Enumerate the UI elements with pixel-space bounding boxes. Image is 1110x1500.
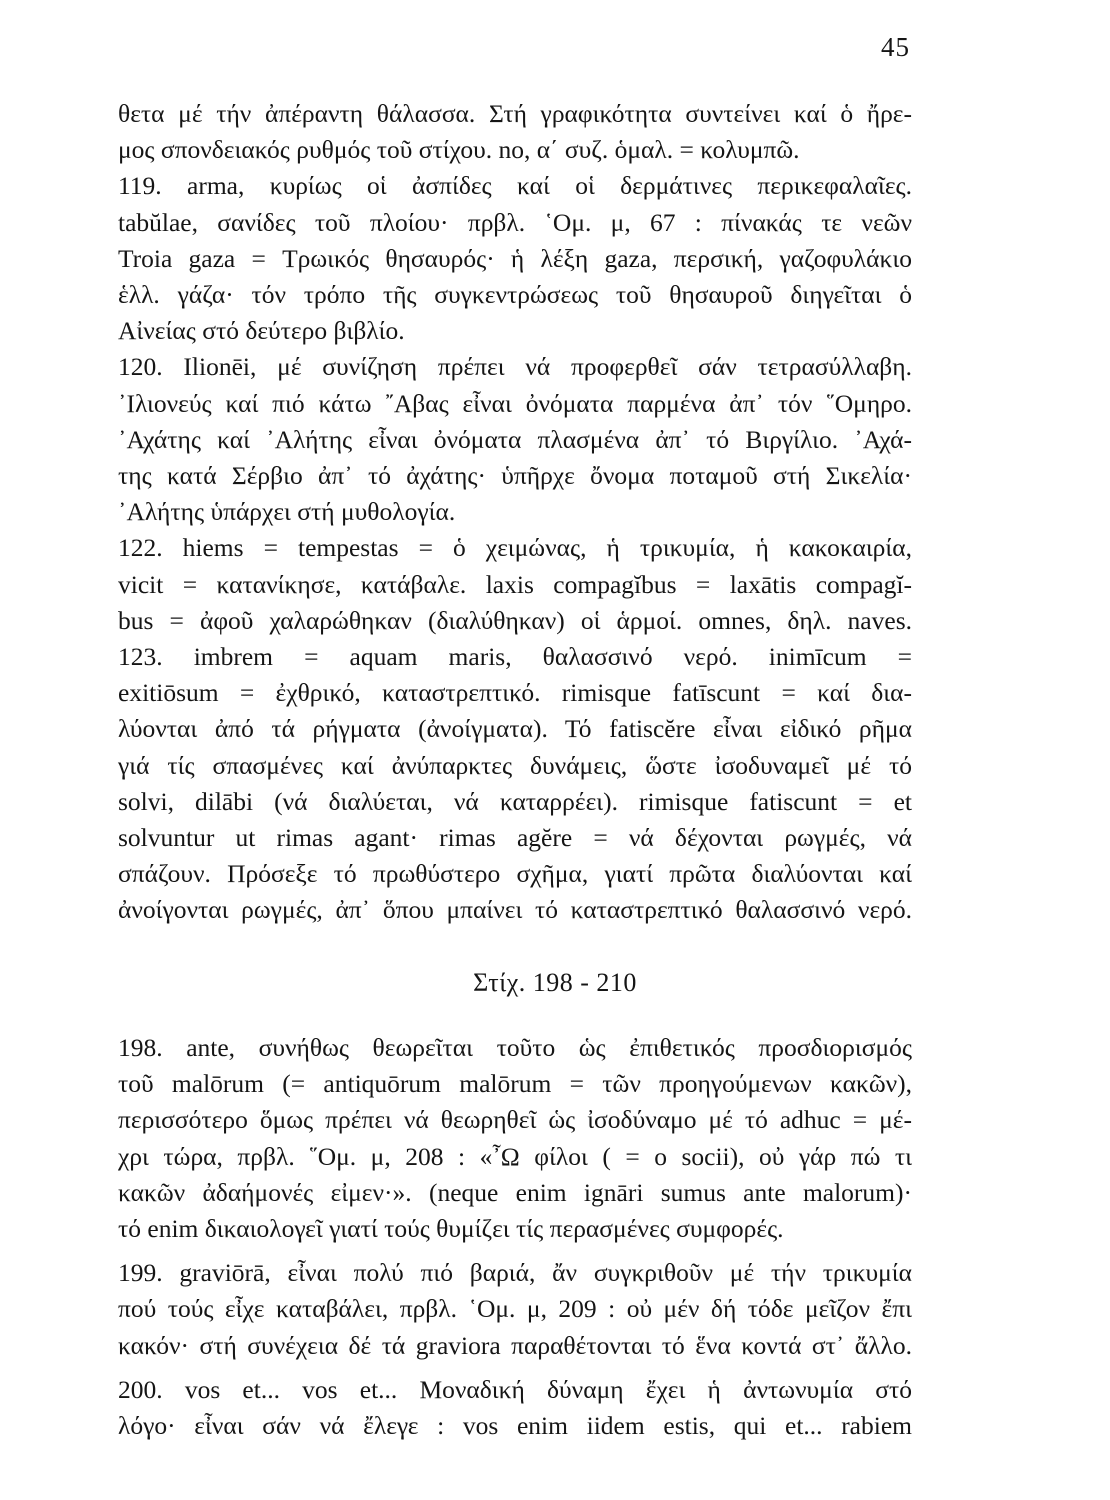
page-number: 45 [881,32,910,62]
text-line: 119. arma, κυρίως οἱ ἀσπίδες καί οἱ δερμάτινες περικεφαλαῖες. [118,171,912,201]
commentary-block-lines-198-210 [118,1030,912,1444]
text-line: κακῶν ἀδαήμονές εἰμεν·». (neque enim ignāri sumus ante malorum)· [118,1177,912,1207]
text-line: λόγο· εἶναι σάν νά ἔλεγε : vos enim iidem estis, qui et... rabiem [118,1411,912,1441]
text-line: bus = ἀφοῦ χαλαρώθηκαν (διαλύθηκαν) οἱ ἁρμοί. omnes, δηλ. naves. [118,605,912,635]
text-line: Αἰνείας στό δεύτερο βιβλίο. [118,316,405,346]
text-line: 200. vos et... vos et... Μοναδική δύναμη ἔχει ἡ ἀντωνυμία στό [118,1374,912,1404]
text-line: ᾿Ιλιονεύς καί πιό κάτω ῎Αβας εἶναι ὀνόματα παρμένα ἀπ᾿ τόν ῞Ομηρο. [118,388,912,418]
text-line: 198. ante, συνήθως θεωρεῖται τοῦτο ὡς ἐπιθετικός προσδιορισμός [118,1033,912,1062]
text-line: 123. imbrem = aquam maris, θαλασσινό νερό. inimīcum = [118,642,912,672]
text-line: πού τούς εἶχε καταβάλει, πρβλ. ῾Ομ. μ, 209 : οὐ μέν δή τόδε μεῖζον ἔπι [118,1294,912,1324]
text-line: Troia gaza = Τρωικός θησαυρός· ἡ λέξη gaza, περσική, γαζοφυλάκιο [118,243,912,273]
text-line: τοῦ malōrum (= antiquōrum malōrum = τῶν προηγούμενων κακῶν), [118,1069,912,1099]
text-line: tabŭlae, σανίδες τοῦ πλοίου· πρβλ. ῾Ομ. μ, 67 : πίνακάς τε νεῶν [118,207,912,237]
text-line: 120. Ilionēi, μέ συνίζηση πρέπει νά προφερθεῖ σάν τετρασύλλαβη. [118,352,912,382]
text-line: exitiōsum = ἐχθρικό, καταστρεπτικό. rimisque fatīscunt = καί δια- [118,678,912,708]
text-line: σπάζουν. Πρόσεξε τό πρωθύστερο σχῆμα, γιατί πρῶτα διαλύονται καί [118,859,912,889]
text-line: λύονται ἀπό τά ρήγματα (ἀνοίγματα). Τό fatiscĕre εἶναι εἰδικό ρῆμα [118,714,912,744]
text-line: τό enim δικαιολογεῖ γιατί τούς θυμίζει τίς περασμένες συμφορές. [118,1214,784,1244]
text-line: γιά τίς σπασμένες καί ἀνύπαρκτες δυνάμεις, ὥστε ἰσοδυναμεῖ μέ τό [118,750,912,780]
text-line: κακόν· στή συνέχεια δέ τά graviora παραθέτονται τό ἕνα κοντά στ᾿ ἄλλο. [118,1330,912,1360]
text-line: θετα μέ τήν ἀπέραντη θάλασσα. Στή γραφικότητα συντείνει καί ὁ ἤρε- [118,99,912,128]
text-line: 122. hiems = tempestas = ὁ χειμώνας, ἡ τρικυμία, ἡ κακοκαιρία, [118,533,912,563]
text-line: vicit = κατανίκησε, κατάβαλε. laxis compagĭbus = laxātis compagĭ- [118,569,912,599]
text-line: ᾿Αλήτης ὑπάρχει στή μυθολογία. [118,497,456,527]
text-line: της κατά Σέρβιο ἀπ᾿ τό ἀχάτης· ὑπῆρχε ὄνομα ποταμοῦ στή Σικελία· [118,461,912,491]
text-line: ᾿Αχάτης καί ᾿Αλήτης εἶναι ὀνόματα πλασμένα ἀπ᾿ τό Βιργίλιο. ᾿Αχά- [118,424,912,454]
text-line: περισσότερο ὅμως πρέπει νά θεωρηθεῖ ὡς ἰσοδύναμο μέ τό adhuc = μέ- [118,1105,912,1135]
text-line: 199. graviōrā, εἶναι πολύ πιό βαριά, ἄν συγκριθοῦν μέ τήν τρικυμία [118,1258,912,1288]
section-heading: Στίχ. 198 - 210 [473,968,637,997]
text-line: ἀνοίγονται ρωγμές, ἀπ᾿ ὅπου μπαίνει τό καταστρεπτικό θαλασσινό νερό. [118,895,912,925]
text-line: solvuntur ut rimas agant· rimas agĕre = νά δέχονται ρωγμές, νά [118,823,912,853]
text-line: χρι τώρα, πρβλ. ῞Ομ. μ, 208 : «῏Ω φίλοι ( = o socii), οὐ γάρ πώ τι [118,1141,912,1171]
text-line: ἑλλ. γάζα· τόν τρόπο τῆς συγκεντρώσεως τοῦ θησαυροῦ διηγεῖται ὁ [118,280,912,310]
text-line: solvi, dilābi (νά διαλύεται, νά καταρρέει). rimisque fatiscunt = et [118,786,912,816]
commentary-block-lines-119-123 [118,96,912,929]
text-line: μος σπονδειακός ρυθμός τοῦ στίχου. no, α΄ συζ. ὁμαλ. = κολυμπῶ. [118,135,800,165]
